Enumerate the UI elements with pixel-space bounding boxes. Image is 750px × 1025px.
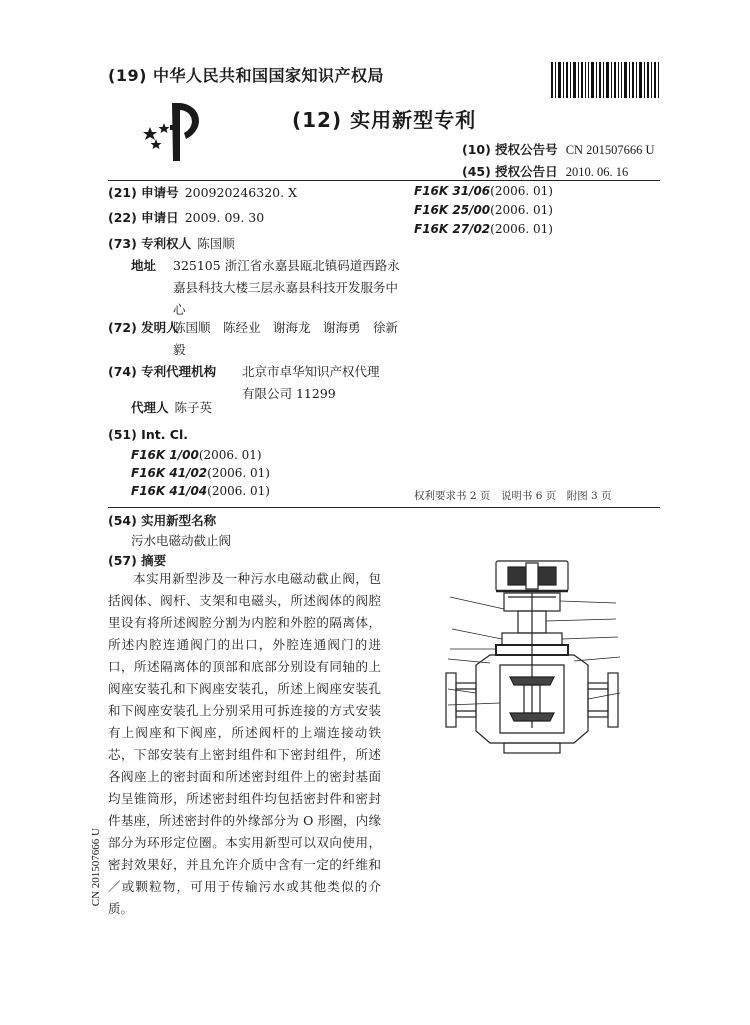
agent-label: 代理人 (131, 400, 169, 415)
agent-row (131, 397, 212, 419)
ipc-right-code-1: F16K 31/06(2006. 01) (414, 184, 553, 198)
patentee-label: (73) 专利权人 (108, 236, 192, 251)
header-divider (108, 180, 660, 181)
ipc-left-code-3: F16K 41/04(2006. 01) (131, 484, 270, 498)
agency-value: 北京市卓华知识产权代理有限公司 11299 (242, 364, 380, 401)
application-date-row (108, 207, 264, 229)
agency-label: (74) 专利代理机构 (108, 364, 217, 379)
ipc-right-code-2: F16K 25/00(2006. 01) (414, 203, 553, 217)
valve-cross-section-icon (438, 553, 633, 763)
publication-number-row (462, 140, 655, 158)
application-number-row (108, 182, 297, 204)
ipc-right-code-3: F16K 27/02(2006. 01) (414, 222, 553, 236)
ipc-left-code-1: F16K 1/00(2006. 01) (131, 448, 262, 462)
abstract-label: (57) 摘要 (108, 553, 167, 568)
inventor-row (108, 317, 179, 339)
patentee-row (108, 233, 235, 255)
publication-date-value: 2010. 06. 16 (565, 165, 629, 179)
sipo-logo-icon (140, 95, 210, 165)
ipc-left-code-2: F16K 41/02(2006. 01) (131, 466, 270, 480)
page-count-info: 权利要求书 2 页 说明书 6 页 附图 3 页 (414, 490, 612, 502)
agent-value: 陈子英 (174, 400, 213, 415)
address-value: 325105 浙江省永嘉县瓯北镇码道西路永嘉县科技大楼三层永嘉县科技开发服务中心 (173, 258, 400, 317)
inventor-label: (72) 发明人 (108, 320, 179, 335)
application-date-label: (22) 申请日 (108, 210, 179, 225)
patentee-value: 陈国顺 (197, 236, 235, 251)
ipc-label: (51) Int. Cl. (108, 427, 189, 442)
issuer-name: (19) 中华人民共和国国家知识产权局 (108, 66, 384, 85)
document-type: (12) 实用新型专利 (292, 108, 477, 132)
publication-date-label: (45) 授权公告日 (462, 164, 558, 179)
address-label: 地址 (131, 258, 157, 273)
agency-row (108, 361, 216, 383)
barcode-icon (551, 62, 659, 98)
section-divider (108, 507, 660, 508)
publication-date-row (462, 162, 628, 180)
publication-number-label: (10) 授权公告号 (462, 142, 558, 157)
inventor-value: 陈国顺 陈经业 谢海龙 谢海勇 徐新毅 (173, 320, 399, 357)
side-publication-number: CN 201507666 U (90, 828, 102, 907)
application-date-value: 2009. 09. 30 (184, 210, 265, 225)
application-number-label: (21) 申请号 (108, 185, 179, 200)
publication-number-value: CN 201507666 U (565, 143, 655, 157)
utility-title-label: (54) 实用新型名称 (108, 513, 217, 528)
application-number-value: 200920246320. X (184, 185, 297, 200)
abstract-text: 本实用新型涉及一种污水电磁动截止阀，包括阀体、阀杆、支架和电磁头，所述阀体的阀腔里设有将所述阀腔分割为内腔和外腔的隔离体，所述内腔连通阀门的出口，外腔连通阀门的进口，所述隔离体的顶部和底部分别设有同轴的上阀座安装孔和下阀座安装孔，所述上阀座安装孔和下阀座安装孔上分别采用可拆连接的方式安装有上阀座和下阀座，所述阀杆的上端连接动铁芯，下部安装有上密封组件和下密封组件，所述各阀座上的密封面和所述密封组件上的密封基面均呈锥筒形，所述密封组件均包括密封件和密封件基座，所述密封件的外缘部分为 O 形圈，内缘部分为环形定位圈。本实用新型可以双向使用，密封效果好，并且允许介质中含有一定的纤维和／或颗粒物，可用于传输污水或其他类似的介质。 (108, 571, 381, 916)
utility-title-value: 污水电磁动截止阀 (131, 533, 232, 548)
